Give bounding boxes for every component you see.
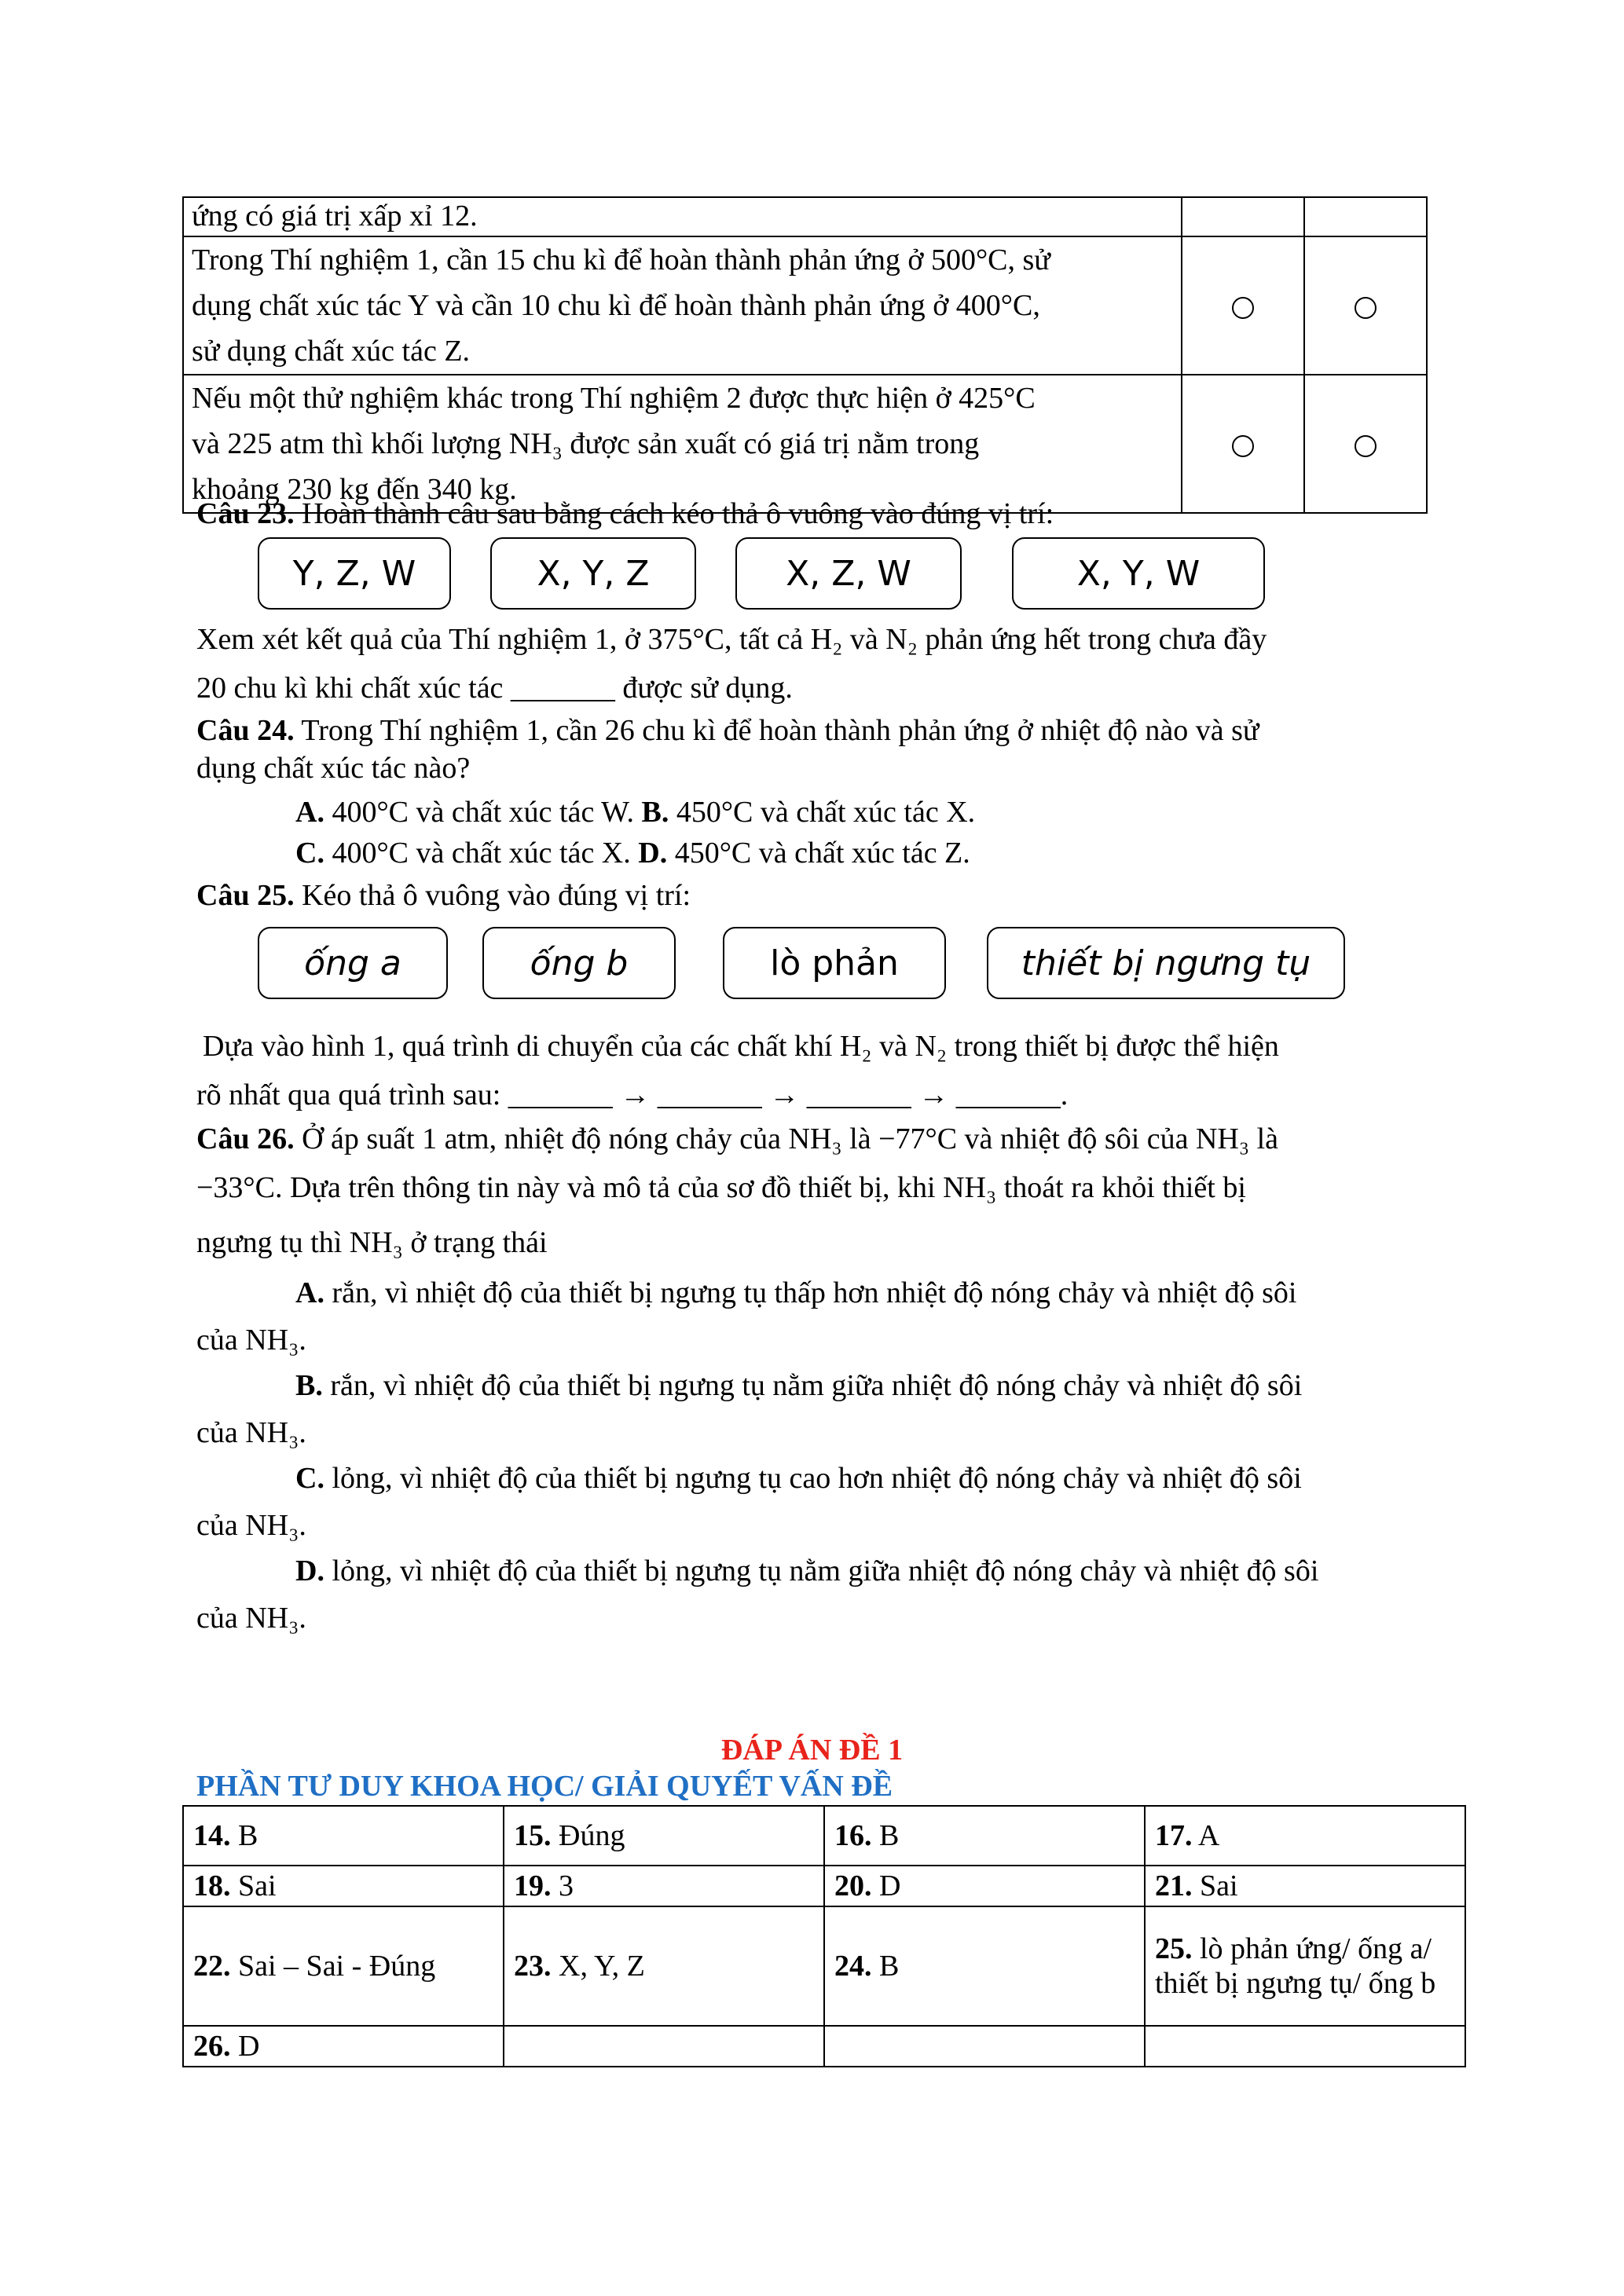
statement-line: sử dụng chất xúc tác Z. bbox=[192, 335, 471, 368]
table-row bbox=[183, 2026, 1465, 2067]
statement-row bbox=[183, 375, 1427, 513]
option-text: 400°C và chất xúc tác X. bbox=[332, 837, 631, 870]
answer-number: 25. bbox=[1155, 1932, 1193, 1965]
question-label: Câu 24. bbox=[196, 714, 295, 747]
answer-table bbox=[182, 1805, 1466, 2067]
answer-value: B bbox=[879, 1950, 900, 1983]
answer-cell bbox=[183, 1806, 504, 1866]
statement-text: ứng có giá trị xấp xỉ 12. bbox=[183, 197, 1182, 236]
option-cell bbox=[1182, 375, 1304, 513]
option-text: lỏng, vì nhiệt độ của thiết bị ngưng tụ nằm giữa nhiệt độ nóng chảy và nhiệt độ sôi bbox=[332, 1554, 1319, 1587]
answer-cell bbox=[504, 2026, 824, 2067]
answer-value: D bbox=[238, 2030, 260, 2063]
question-24-prompt bbox=[196, 713, 1259, 748]
answer-cell bbox=[1145, 1866, 1465, 1906]
option-key: D. bbox=[638, 837, 668, 870]
answer-number: 22. bbox=[193, 1950, 231, 1983]
option-c[interactable] bbox=[295, 837, 631, 870]
statement-line: khoảng 230 kg đến 340 kg. bbox=[192, 473, 517, 506]
radio-button-false[interactable] bbox=[1355, 297, 1377, 319]
table-row bbox=[183, 1906, 1465, 2026]
option-key: A. bbox=[295, 1276, 324, 1309]
answer-value: Đúng bbox=[559, 1819, 625, 1852]
table-row bbox=[183, 1866, 1465, 1906]
option-key: C. bbox=[295, 837, 324, 870]
drag-tile-y-z-w[interactable]: Y, Z, W bbox=[258, 537, 451, 610]
option-key: A. bbox=[295, 796, 324, 829]
answer-number: 19. bbox=[514, 1869, 552, 1902]
answer-value: B bbox=[238, 1819, 258, 1852]
question-25-line-2: rõ nhất qua quá trình sau: _______ → _______ → _______ → _______. bbox=[196, 1078, 1069, 1111]
radio-button-true[interactable] bbox=[1232, 297, 1254, 319]
answer-number: 20. bbox=[834, 1869, 872, 1902]
option-text: 450°C và chất xúc tác Z. bbox=[674, 837, 970, 870]
question-text: Trong Thí nghiệm 1, cần 26 chu kì để hoàn thành phản ứng ở nhiệt độ nào và sử bbox=[301, 714, 1259, 747]
answer-value: lò phản ứng/ ống a/ thiết bị ngưng tụ/ ống b bbox=[1155, 1932, 1436, 2000]
answer-cell bbox=[824, 1866, 1145, 1906]
table-row bbox=[183, 1806, 1465, 1866]
option-a[interactable] bbox=[295, 796, 634, 829]
question-24-options-row-2 bbox=[295, 836, 970, 870]
option-c[interactable] bbox=[295, 1461, 1302, 1496]
statement-line: và 225 atm thì khối lượng NH₃ được sản xuất có giá trị nằm trong bbox=[192, 427, 980, 460]
question-25-line-1: Dựa vào hình 1, quá trình di chuyển của các chất khí H₂ và N₂ trong thiết bị được thể hiện bbox=[203, 1030, 1279, 1063]
statement-line: Nếu một thử nghiệm khác trong Thí nghiệm 2 được thực hiện ở 425°C bbox=[192, 382, 1036, 415]
option-key: B. bbox=[641, 796, 669, 829]
option-text: 400°C và chất xúc tác W. bbox=[332, 796, 634, 829]
option-cell bbox=[1182, 236, 1304, 375]
statement-line: Trong Thí nghiệm 1, cần 15 chu kì để hoàn thành phản ứng ở 500°C, sử bbox=[192, 244, 1050, 276]
drag-tile-thiet-bi-ngung-tu[interactable]: thiết bị ngưng tụ bbox=[987, 927, 1345, 999]
option-text: 450°C và chất xúc tác X. bbox=[676, 796, 976, 829]
answer-value: X, Y, Z bbox=[559, 1950, 645, 1983]
statement-line: dụng chất xúc tác Y và cần 10 chu kì để hoàn thành phản ứng ở 400°C, bbox=[192, 289, 1040, 322]
answer-number: 16. bbox=[834, 1819, 872, 1852]
statement-text bbox=[183, 375, 1182, 513]
answer-number: 23. bbox=[514, 1950, 552, 1983]
answer-number: 17. bbox=[1155, 1819, 1193, 1852]
answer-section-title: PHẦN TƯ DUY KHOA HỌC/ GIẢI QUYẾT VẤN ĐỀ bbox=[196, 1770, 893, 1803]
option-a-continued: của NH₃. bbox=[196, 1324, 306, 1357]
statement-row bbox=[183, 236, 1427, 375]
question-26-line-2: −33°C. Dựa trên thông tin này và mô tả của sơ đồ thiết bị, khi NH₃ thoát ra khỏi thiết bị bbox=[196, 1171, 1246, 1204]
question-25-prompt bbox=[196, 878, 691, 913]
drag-tile-lo-phan[interactable]: lò phản bbox=[723, 927, 946, 999]
radio-button-false[interactable] bbox=[1355, 435, 1377, 457]
option-a[interactable] bbox=[295, 1276, 1296, 1310]
answer-value: A bbox=[1197, 1819, 1220, 1852]
drag-tile-ong-b[interactable]: ống b bbox=[482, 927, 676, 999]
answer-value: Sai bbox=[1200, 1869, 1238, 1902]
answer-cell bbox=[824, 1906, 1145, 2026]
question-24-line-2: dụng chất xúc tác nào? bbox=[196, 752, 471, 785]
option-cell bbox=[1304, 197, 1427, 236]
option-key: B. bbox=[295, 1369, 323, 1402]
question-text: Hoàn thành câu sau bằng cách kéo thả ô vuông vào đúng vị trí: bbox=[302, 497, 1054, 530]
answer-cell bbox=[1145, 2026, 1465, 2067]
question-23-prompt bbox=[196, 496, 1054, 531]
answer-cell bbox=[183, 2026, 504, 2067]
answer-cell bbox=[504, 1906, 824, 2026]
answer-cell bbox=[1145, 1806, 1465, 1866]
answer-number: 15. bbox=[514, 1819, 552, 1852]
answer-cell bbox=[824, 1806, 1145, 1866]
answer-value: Sai bbox=[238, 1869, 277, 1902]
answer-value: Sai – Sai - Đúng bbox=[238, 1950, 436, 1983]
answer-number: 18. bbox=[193, 1869, 231, 1902]
option-key: C. bbox=[295, 1462, 324, 1495]
option-cell bbox=[1182, 197, 1304, 236]
answer-value: B bbox=[879, 1819, 900, 1852]
question-23-line-1: Xem xét kết quả của Thí nghiệm 1, ở 375°C, tất cả H₂ và N₂ phản ứng hết trong chưa đầy bbox=[196, 623, 1267, 656]
drag-tile-ong-a[interactable]: ống a bbox=[258, 927, 448, 999]
option-text: lỏng, vì nhiệt độ của thiết bị ngưng tụ cao hơn nhiệt độ nóng chảy và nhiệt độ sôi bbox=[332, 1462, 1302, 1495]
option-b-continued: của NH₃. bbox=[196, 1416, 306, 1449]
answer-number: 24. bbox=[834, 1950, 872, 1983]
option-text: rắn, vì nhiệt độ của thiết bị ngưng tụ nằm giữa nhiệt độ nóng chảy và nhiệt độ sôi bbox=[330, 1369, 1303, 1402]
option-text: rắn, vì nhiệt độ của thiết bị ngưng tụ thấp hơn nhiệt độ nóng chảy và nhiệt độ sôi bbox=[332, 1276, 1297, 1309]
answer-cell bbox=[504, 1806, 824, 1866]
radio-button-true[interactable] bbox=[1232, 435, 1254, 457]
option-key: D. bbox=[295, 1554, 324, 1587]
answer-cell bbox=[183, 1866, 504, 1906]
question-text: Ở áp suất 1 atm, nhiệt độ nóng chảy của NH₃ là −77°C và nhiệt độ sôi của NH₃ là bbox=[302, 1122, 1279, 1155]
answer-key-title: ĐÁP ÁN ĐỀ 1 bbox=[720, 1734, 904, 1767]
answer-number: 14. bbox=[193, 1819, 231, 1852]
option-cell bbox=[1304, 236, 1427, 375]
option-c-continued: của NH₃. bbox=[196, 1509, 306, 1542]
option-b[interactable] bbox=[642, 796, 976, 829]
statement-row bbox=[183, 197, 1427, 236]
answer-cell bbox=[183, 1906, 504, 2026]
answer-number: 26. bbox=[193, 2030, 231, 2063]
question-text: Kéo thả ô vuông vào đúng vị trí: bbox=[302, 879, 691, 912]
question-label: Câu 25. bbox=[196, 879, 295, 912]
answer-value: D bbox=[879, 1869, 901, 1902]
question-23-line-2: 20 chu kì khi chất xúc tác _______ được sử dụng. bbox=[196, 672, 793, 705]
answer-cell bbox=[824, 2026, 1145, 2067]
option-cell bbox=[1304, 375, 1427, 513]
answer-cell bbox=[504, 1866, 824, 1906]
statement-text bbox=[183, 236, 1182, 375]
question-label: Câu 23. bbox=[196, 497, 295, 530]
question-24-options-row-1 bbox=[295, 795, 975, 829]
question-26-prompt bbox=[196, 1122, 1278, 1156]
statement-table bbox=[182, 196, 1428, 514]
option-d-continued: của NH₃. bbox=[196, 1602, 306, 1635]
drag-tile-x-y-z[interactable]: X, Y, Z bbox=[490, 537, 696, 610]
option-d[interactable] bbox=[638, 837, 970, 870]
answer-value: 3 bbox=[559, 1869, 574, 1902]
option-d[interactable] bbox=[295, 1554, 1318, 1588]
answer-number: 21. bbox=[1155, 1869, 1193, 1902]
drag-tile-x-z-w[interactable]: X, Z, W bbox=[735, 537, 962, 610]
answer-cell bbox=[1145, 1906, 1465, 2026]
question-26-line-3: ngưng tụ thì NH₃ ở trạng thái bbox=[196, 1226, 548, 1259]
option-b[interactable] bbox=[295, 1368, 1302, 1403]
question-label: Câu 26. bbox=[196, 1122, 295, 1155]
drag-tile-x-y-w[interactable]: X, Y, W bbox=[1012, 537, 1265, 610]
